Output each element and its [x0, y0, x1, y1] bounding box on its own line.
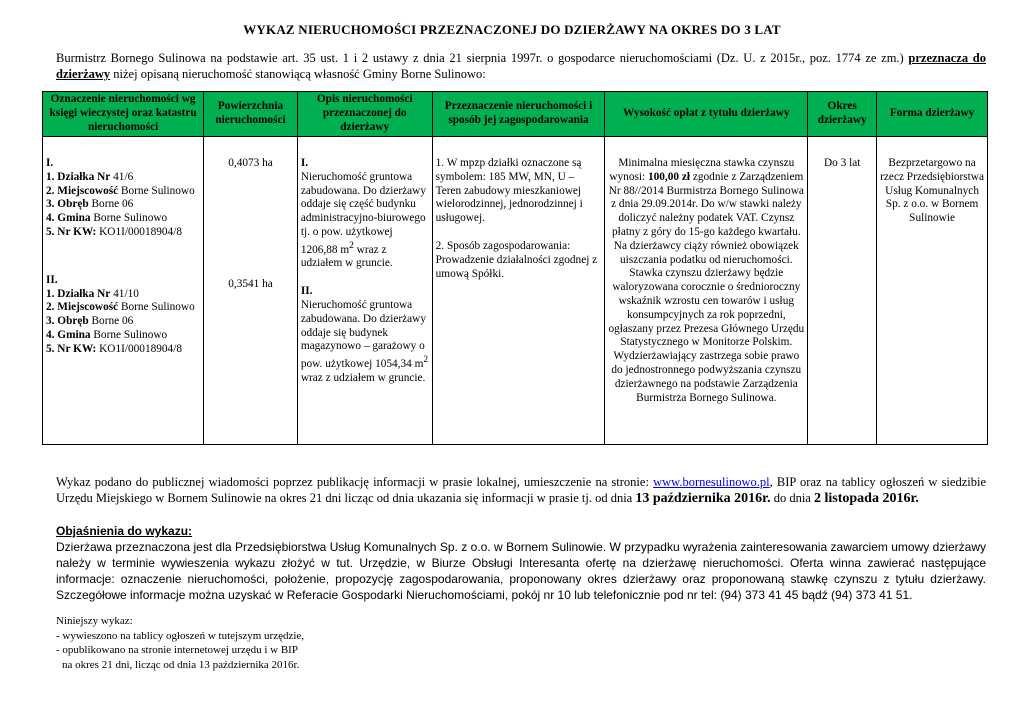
purpose-point1: 1. W mpzp działki oznaczone są symbolem: 185 MW, MN, U – Teren zabudowy mieszkaniowej wielorodzinnej, jednorodzinnej i usługowej. — [435, 157, 583, 225]
spacer — [301, 271, 429, 285]
parcel1-roman: I. — [46, 157, 54, 169]
desc2-sup: 2 — [423, 355, 429, 366]
spacer — [46, 240, 200, 260]
notes-line1: Niniejszy wykaz: — [56, 615, 133, 627]
parcel1-l4-label: 4. Gmina — [46, 212, 91, 225]
parcel2-line2 — [46, 301, 200, 315]
header-description: Opis nieruchomości przeznaczonej do dzierżawy — [297, 92, 432, 137]
parcel2-l2-label: 2. Miejscowość — [46, 301, 119, 314]
fee-p1: Minimalna miesięczna stawka czynszu wynosi: — [609, 157, 795, 183]
parcel2-l3-value: Borne 06 — [88, 315, 134, 328]
footer-date-to: 2 listopada 2016r. — [813, 491, 919, 506]
desc1-tail: wraz z udziałem w gruncie. — [300, 243, 393, 270]
desc2-tail: wraz z udziałem w gruncie. — [300, 371, 426, 384]
parcel2-line4 — [46, 329, 200, 343]
table-header-row — [43, 92, 988, 137]
desc2-text — [301, 299, 429, 386]
purpose-point2: 2. Sposób zagospodarowania: Prowadzenie działalności zgodnej z umową Spółki. — [435, 239, 598, 280]
cell-fees — [605, 137, 808, 445]
parcel1-l4-value: Borne Sulinowo — [90, 212, 168, 225]
spacer — [46, 260, 200, 274]
fee-para1 — [608, 157, 804, 240]
intro-paragraph — [56, 50, 986, 82]
header-period: Okres dzierżawy — [808, 92, 877, 137]
spacer — [436, 226, 602, 240]
header-form: Forma dzierżawy — [877, 92, 988, 137]
intro-underlined: przeznacza do dzierżawy — [56, 51, 986, 81]
notes-line3: - opublikowano na stronie internetowej urzędu i w BIP — [56, 644, 298, 656]
fee-amount: 100,00 zł — [647, 170, 691, 183]
desc2-body: Nieruchomość gruntowa zabudowana. Do dzierżawy oddaje się budynek magazynowo – garażowy o pow. użytkowej 1054,34 m — [300, 298, 426, 370]
desc1-roman: I. — [300, 157, 309, 169]
spacer — [811, 143, 873, 157]
parcel1-line3 — [46, 198, 200, 212]
parcel2-roman: II. — [46, 273, 58, 286]
parcel1-l2-value: Borne Sulinowo — [118, 184, 195, 197]
desc1-body: Nieruchomość gruntowa zabudowana. Do dzierżawy oddaje się część budynku administracyjno-biurowego tj. o pow. użytkowej 1206,88 m — [300, 170, 426, 256]
fee-para3: Na dzierżawcy ciąży również obowiązek uiszczania podatku od nieruchomości. — [613, 239, 799, 266]
header-designation: Oznaczenie nieruchomości wg księgi wieczystej oraz katastru nieruchomości — [43, 92, 204, 137]
document-title: WYKAZ NIERUCHOMOŚCI PRZEZNACZONEJ DO DZIERŻAWY NA OKRES DO 3 LAT — [243, 22, 781, 37]
desc1-sup: 2 — [349, 240, 354, 251]
fee-p2: zgodnie z Zarządzeniem Nr 88//2014 Burmistrza Bornego Sulinowa z dnia 29.09.2014r. Do w/w stawki należy doliczyć należny podatek VAT. Czynsz płatny z góry do 15-go każdego kwartału. — [608, 170, 804, 238]
footer-t2: , BIP oraz na tablicy ogłoszeń w siedzibie Urzędu Miejskiego w Bornem Sulinowie na okres 21 dni licząc od dnia ukazania się informacji w prasie tj. od dnia — [56, 475, 986, 505]
parcel2-l5-value: KO1I/00018904/8 — [96, 342, 182, 355]
parcel1-l1-value: 41/6 — [110, 170, 134, 183]
footer-t1: Wykaz podano do publicznej wiadomości poprzez publikację informacji w prasie lokalnej, umieszczenie na stronie: — [56, 475, 654, 489]
period-value: Do 3 lat — [823, 157, 861, 169]
explanations-text: Dzierżawa przeznaczona jest dla Przedsiębiorstwa Usług Komunalnych Sp. z o.o. w Bornem Sulinowie. W przypadku wyrażenia zainteresowania zawarciem umowy dzierżawy należy w terminie wywieszenia wykazu złożyć w tut. Urzędzie, w Biurze Obsługi Interesanta ofertę na dzierżawę nieruchomości. Oferta winna zawierać następujące informacje: oznaczenie nieruchomości, położenie, propozycję zagospodarowania, proponowany okres dzierżawy oraz proponowaną stawkę czynszu z tytułu dzierżawy. Szczegółowe informacje można uzyskać w Referacie Gospodarki Nieruchomościami, pokój nr 10 lub telefonicznie pod nr tel: (94) 373 41 45 bądź (94) 373 41 51. — [56, 540, 986, 602]
cell-form — [877, 137, 988, 445]
explanations-section — [56, 523, 986, 603]
cell-area — [204, 137, 298, 445]
spacer — [46, 143, 200, 157]
parcel1-l5-value: KO1I/00018904/8 — [96, 225, 182, 238]
parcel1-line2 — [46, 185, 200, 199]
spacer — [207, 171, 294, 278]
parcel1-l5-label: 5. Nr KW: — [46, 225, 97, 238]
area-parcel1: 0,4073 ha — [228, 157, 273, 169]
spacer — [301, 143, 429, 157]
publication-paragraph — [56, 474, 986, 507]
parcel2-l4-value: Borne Sulinowo — [90, 328, 168, 341]
spacer — [880, 143, 984, 157]
notes-section — [56, 614, 986, 672]
desc1-text — [301, 171, 429, 271]
parcel1-l2-label: 2. Miejscowość — [46, 184, 119, 197]
parcel1-line1 — [46, 171, 200, 185]
parcel1-l1-label: 1. Działka Nr — [46, 170, 111, 183]
footer-t3: do dnia — [770, 491, 814, 505]
parcel2-line3 — [46, 315, 200, 329]
intro-text-before: Burmistrz Bornego Sulinowa na podstawie art. 35 ust. 1 i 2 ustawy z dnia 21 sierpnia 1997r. o gospodarce nieruchomościami (Dz. U. z 2015r., poz. 1774 ze zm.) — [56, 51, 909, 65]
parcel2-l1-value: 41/10 — [110, 287, 139, 300]
header-area: Powierzchnia nieruchomości — [204, 92, 298, 137]
website-link[interactable]: www.bornesulinowo.pl — [653, 475, 770, 489]
parcel2-l1-label: 1. Działka Nr — [46, 287, 111, 300]
parcel1-l3-value: Borne 06 — [88, 198, 134, 211]
parcel2-l4-label: 4. Gmina — [46, 328, 91, 341]
parcel2-line1 — [46, 288, 200, 302]
header-fees: Wysokość opłat z tytułu dzierżawy — [605, 92, 808, 137]
cell-designation — [43, 137, 204, 445]
property-table — [42, 91, 988, 445]
parcel2-line5 — [46, 343, 200, 357]
desc2-roman: II. — [300, 285, 313, 298]
table-row — [43, 137, 988, 445]
cell-period — [808, 137, 877, 445]
spacer — [436, 143, 602, 157]
parcel1-line5 — [46, 226, 200, 240]
cell-purpose — [432, 137, 605, 445]
cell-description — [297, 137, 432, 445]
intro-text-after: niżej opisaną nieruchomość stanowiącą własność Gminy Borne Sulinowo: — [110, 67, 486, 81]
footer-date-from: 13 października 2016r. — [635, 491, 771, 506]
parcel2-l2-value: Borne Sulinowo — [118, 301, 195, 314]
spacer — [207, 143, 294, 157]
parcel2-l5-label: 5. Nr KW: — [46, 342, 97, 355]
fee-para4: Stawka czynszu dzierżawy będzie waloryzowana corocznie o średnioroczny wskaźnik wzrostu cen towarów i usług konsumpcyjnych za rok poprzedni, ogłaszany przez Prezesa Głównego Urzędu Statystycznego w Monitorze Polskim. Wydzierżawiający zastrzega sobie prawo do jednostronnego podwyższania czynszu dzierżawnego na podstawie Zarządzenia Burmistrza Bornego Sulinowa. — [608, 267, 805, 404]
spacer — [608, 143, 804, 157]
area-parcel2: 0,3541 ha — [228, 277, 273, 290]
parcel1-line4 — [46, 212, 200, 226]
header-purpose: Przeznaczenie nieruchomości i sposób jej zagospodarowania — [432, 92, 605, 137]
parcel2-l3-label: 3. Obręb — [46, 315, 89, 328]
notes-line2: - wywieszono na tablicy ogłoszeń w tutejszym urzędzie, — [56, 629, 305, 642]
form-value: Bezprzetargowo na rzecz Przedsiębiorstwa Usług Komunalnych Sp. z o.o. w Bornem Sulinowie — [880, 157, 984, 225]
explanations-heading: Objaśnienia do wykazu: — [56, 524, 193, 538]
parcel1-l3-label: 3. Obręb — [46, 198, 89, 211]
notes-line4: na okres 21 dni, licząc od dnia 13 października 2016r. — [62, 658, 300, 671]
